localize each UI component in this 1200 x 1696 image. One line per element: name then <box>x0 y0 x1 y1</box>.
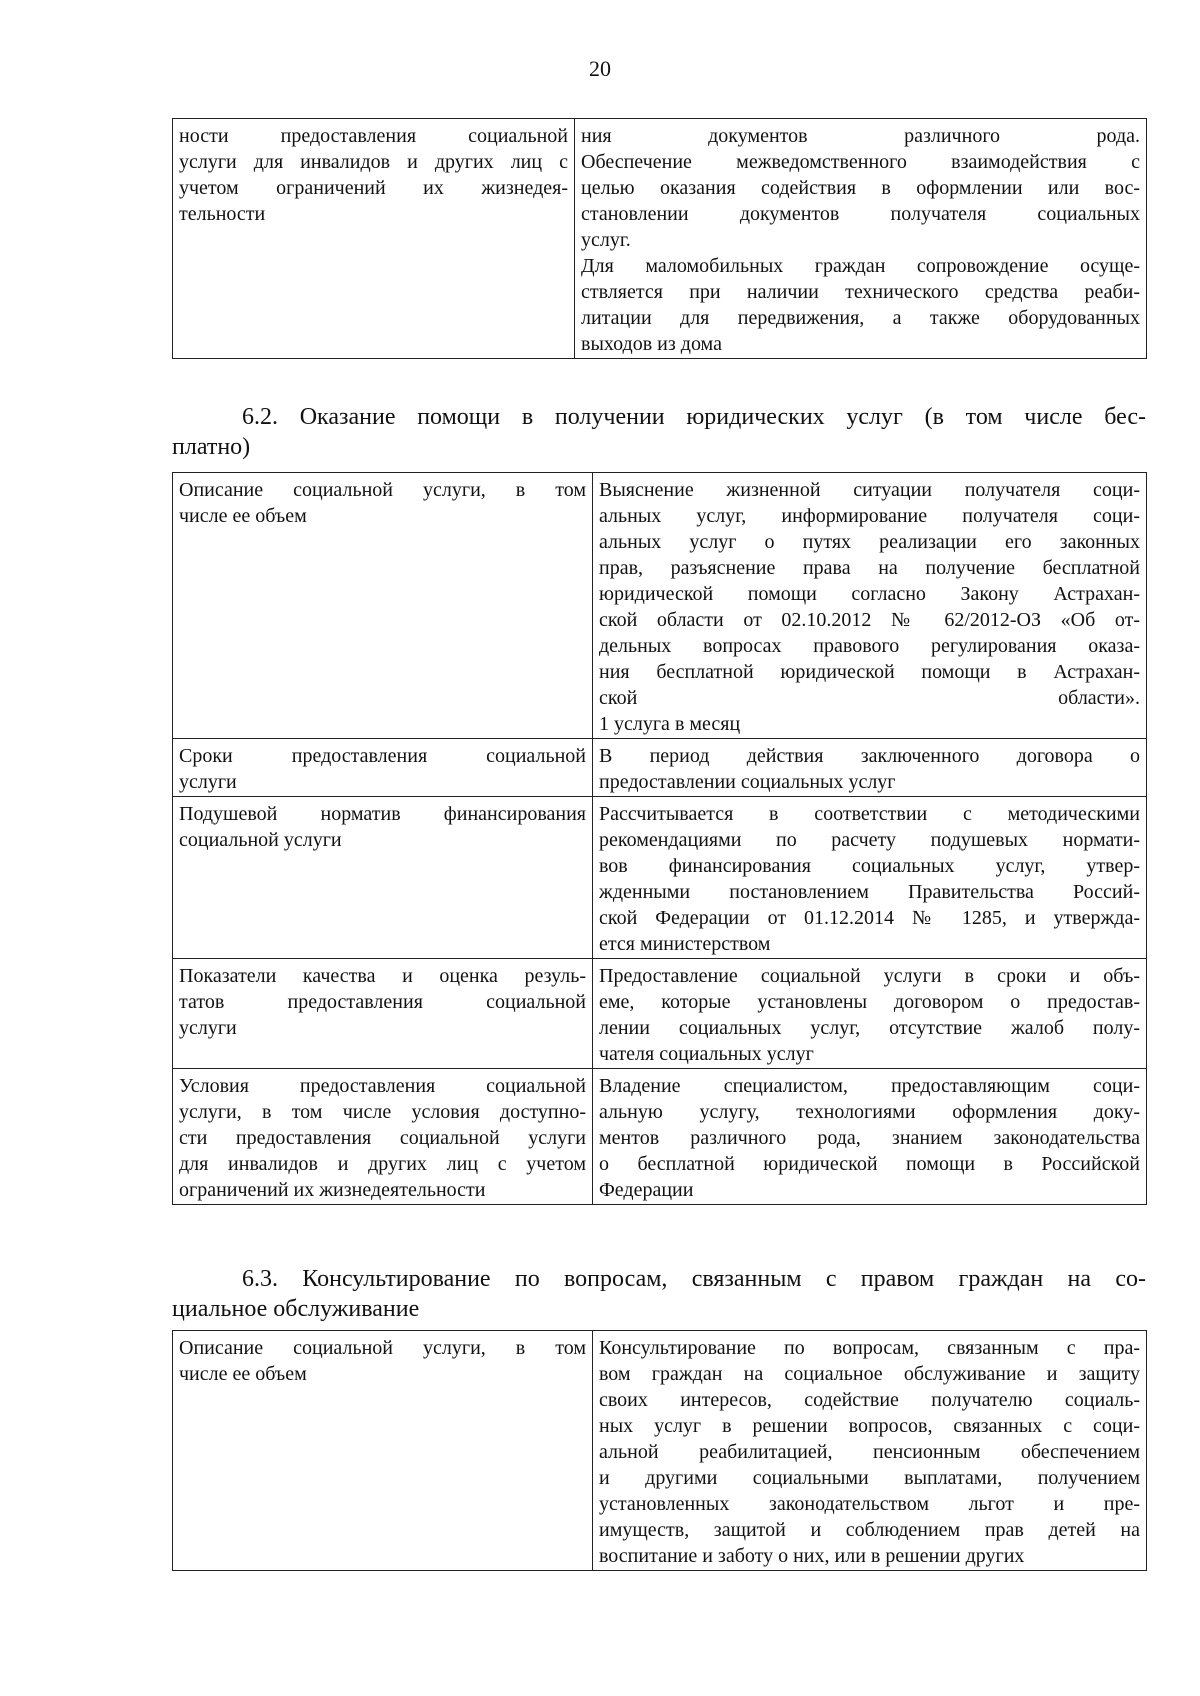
table-cell-value <box>575 119 1147 359</box>
text-line: Сроки предоставления социальной <box>179 745 586 767</box>
table-cell-value <box>593 739 1147 797</box>
text-line: вом граждан на социальное обслуживание и защиту <box>599 1363 1140 1385</box>
table-row <box>173 473 1147 739</box>
text-line: ности предоставления социальной <box>179 125 568 147</box>
text-line: числе ее объем <box>179 1363 307 1385</box>
text-line: чателя социальных услуг <box>599 1043 814 1065</box>
text-line: В период действия заключенного договора о <box>599 745 1140 767</box>
text-line: Обеспечение межведомственного взаимодействия с <box>581 151 1140 173</box>
text-line: целью оказания содействия в оформлении или вос- <box>581 177 1140 199</box>
table-row <box>173 959 1147 1069</box>
text-line: ской области». <box>599 687 1140 709</box>
text-line: альных услуг, информирование получателя соци- <box>599 505 1140 527</box>
text-line: о бесплатной юридической помощи в Российской <box>599 1153 1140 1175</box>
text-line: Для маломобильных граждан сопровождение осуще- <box>581 255 1140 277</box>
text-line: жденными постановлением Правительства Россий- <box>599 881 1140 903</box>
heading-line: 6.3. Консультирование по вопросам, связанным с правом граждан на со- <box>242 1266 1146 1292</box>
text-line: установленных законодательством льгот и пре- <box>599 1493 1140 1515</box>
heading-line: 6.2. Оказание помощи в получении юридических услуг (в том числе бес- <box>242 404 1146 430</box>
text-line: татов предоставления социальной <box>179 991 586 1013</box>
text-line: рекомендациями по расчету подушевых нормати- <box>599 829 1140 851</box>
service-table-top <box>172 118 1147 359</box>
text-line: сти предоставления социальной услуги <box>179 1127 586 1149</box>
text-line: ской области от 02.10.2012 № 62/2012-ОЗ «Об от- <box>599 609 1140 631</box>
text-line: для инвалидов и других лиц с учетом <box>179 1153 586 1175</box>
text-line: тельности <box>179 203 266 225</box>
text-line: Описание социальной услуги, в том <box>179 479 586 501</box>
table-row <box>173 119 1147 359</box>
table-cell-label <box>173 119 575 359</box>
text-line: воспитание и заботу о них, или в решении других <box>599 1545 1025 1567</box>
text-line: Условия предоставления социальной <box>179 1075 586 1097</box>
table-cell-value <box>593 473 1147 739</box>
text-line: литации для передвижения, а также оборудованных <box>581 307 1140 329</box>
text-line: услуг. <box>581 229 631 251</box>
table-cell-value <box>593 1331 1147 1571</box>
page-number: 20 <box>589 56 611 81</box>
text-line: 1 услуга в месяц <box>599 713 741 735</box>
text-line: вов финансирования социальных услуг, утвер- <box>599 855 1140 877</box>
heading-line: платно) <box>172 434 251 460</box>
table-cell-label <box>173 739 593 797</box>
table-cell-label <box>173 959 593 1069</box>
service-table-6-2 <box>172 472 1147 1205</box>
text-line: дельных вопросах правового регулирования оказа- <box>599 635 1140 657</box>
text-line: становлении документов получателя социальных <box>581 203 1140 225</box>
text-line: еме, которые установлены договором о предостав- <box>599 991 1140 1013</box>
table-body <box>173 473 1147 1205</box>
text-line: лении социальных услуг, отсутствие жалоб полу- <box>599 1017 1140 1039</box>
text-line: учетом ограничений их жизнедея- <box>179 177 568 199</box>
text-line: Описание социальной услуги, в том <box>179 1337 586 1359</box>
table-cell-value <box>593 1069 1147 1205</box>
text-line: Владение специалистом, предоставляющим соци- <box>599 1075 1140 1097</box>
section-heading-6-3 <box>172 1264 1146 1324</box>
text-line: предоставлении социальных услуг <box>599 771 896 793</box>
table-row <box>173 739 1147 797</box>
text-line: числе ее объем <box>179 505 307 527</box>
table-row <box>173 1069 1147 1205</box>
text-line: Предоставление социальной услуги в сроки и объ- <box>599 965 1140 987</box>
table-cell-label <box>173 1331 593 1571</box>
text-line: Федерации <box>599 1179 694 1201</box>
table-body <box>173 1331 1147 1571</box>
text-line: ных услуг в решении вопросов, связанных с соци- <box>599 1415 1140 1437</box>
text-line: альных услуг о путях реализации его законных <box>599 531 1140 553</box>
table-cell-label <box>173 473 593 739</box>
text-line: Показатели качества и оценка резуль- <box>179 965 586 987</box>
text-line: Рассчитывается в соответствии с методическими <box>599 803 1140 825</box>
text-line: ется министерством <box>599 933 771 955</box>
table-cell-label <box>173 797 593 959</box>
text-line: своих интересов, содействие получателю социаль- <box>599 1389 1140 1411</box>
text-line: ограничений их жизнедеятельности <box>179 1179 486 1201</box>
text-line: имуществ, защитой и соблюдением прав детей на <box>599 1519 1140 1541</box>
table-cell-value <box>593 797 1147 959</box>
text-line: юридической помощи согласно Закону Астрахан- <box>599 583 1140 605</box>
text-line: альную услугу, технологиями оформления доку- <box>599 1101 1140 1123</box>
text-line: прав, разъяснение права на получение бесплатной <box>599 557 1140 579</box>
service-table-6-3 <box>172 1330 1147 1571</box>
text-line: ния документов различного рода. <box>581 125 1140 147</box>
text-line: ментов различного рода, знанием законодательства <box>599 1127 1140 1149</box>
table-row <box>173 797 1147 959</box>
text-line: Подушевой норматив финансирования <box>179 803 586 825</box>
text-line: альной реабилитацией, пенсионным обеспечением <box>599 1441 1140 1463</box>
text-line: Выяснение жизненной ситуации получателя соци- <box>599 479 1140 501</box>
table-cell-label <box>173 1069 593 1205</box>
text-line: услуги <box>179 771 237 793</box>
table-row <box>173 1331 1147 1571</box>
text-line: услуги для инвалидов и других лиц с <box>179 151 568 173</box>
text-line: ствляется при наличии технического средства реаби- <box>581 281 1140 303</box>
table-cell-value <box>593 959 1147 1069</box>
text-line: социальной услуги <box>179 829 342 851</box>
text-line: ния бесплатной юридической помощи в Астрахан- <box>599 661 1140 683</box>
text-line: Консультирование по вопросам, связанным с пра- <box>599 1337 1140 1359</box>
text-line: ской Федерации от 01.12.2014 № 1285, и утвержда- <box>599 907 1140 929</box>
text-line: и другими социальными выплатами, получением <box>599 1467 1140 1489</box>
text-line: услуги, в том числе условия доступно- <box>179 1101 586 1123</box>
text-line: выходов из дома <box>581 333 722 355</box>
section-heading-6-2 <box>172 402 1146 462</box>
heading-line: циальное обслуживание <box>172 1296 420 1322</box>
text-line: услуги <box>179 1017 237 1039</box>
